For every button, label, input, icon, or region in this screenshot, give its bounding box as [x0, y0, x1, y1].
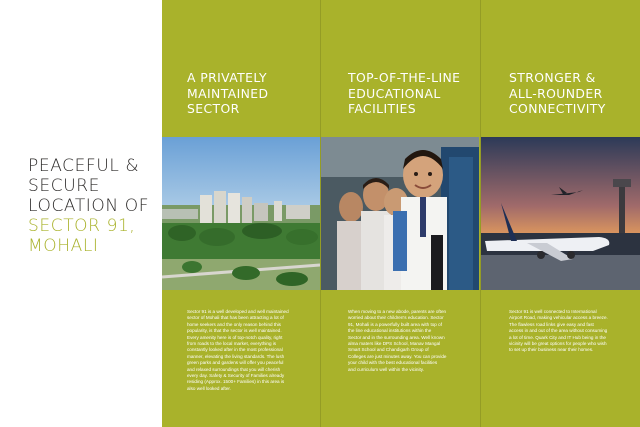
- heading-line: SECURE: [28, 176, 100, 196]
- body-line: constantly looked after in the most professional: [187, 347, 283, 353]
- page-heading: [28, 156, 158, 256]
- heading-highlight-line: MOHALI: [28, 236, 99, 256]
- body-line: residing (Approx. 1500+ Families) in this area is: [187, 379, 285, 385]
- body-line: the line educational institutions within the: [348, 328, 432, 334]
- body-line: your child with the best educational facilities: [348, 360, 438, 366]
- column-title-line: ALL-ROUNDER: [509, 85, 603, 101]
- column-title-line: A PRIVATELY: [187, 70, 267, 85]
- column-title-line: SECTOR: [187, 101, 240, 116]
- body-line: Airport Road, making vehicular access a breeze.: [509, 315, 608, 321]
- body-line: alma maters like DPS School, Manav Mangal: [348, 341, 441, 347]
- body-line: Smart School and Chandigarh Group of: [348, 347, 429, 353]
- body-line: 91, Mohali is a powerfully built area with top of: [348, 321, 442, 327]
- school-children-illustration: [321, 137, 479, 290]
- body-line: Colleges are just minutes away. You can provide: [348, 353, 447, 359]
- body-line: vicinity will be great options for people who wish: [509, 341, 607, 347]
- body-line: home seekers and the only reason behind this: [187, 321, 281, 327]
- body-line: popularity, is that the sector is well maintained.: [187, 328, 282, 334]
- column-title-line: STRONGER &: [509, 70, 596, 85]
- body-line: manner, elevating the living standards. The lush: [187, 353, 285, 359]
- body-line: green parks and gardens will offer you peaceful: [187, 360, 284, 366]
- airport-photo: [481, 137, 640, 290]
- body-line: also well looked after.: [187, 385, 231, 391]
- column-title-line: MAINTAINED: [187, 85, 269, 101]
- column-title-line: EDUCATIONAL: [348, 85, 441, 101]
- body-line: a lot of time. Quark City and IT Hub being in the: [509, 334, 606, 340]
- airport-illustration: [481, 137, 640, 290]
- column-title-line: TOP-OF-THE-LINE: [348, 70, 461, 85]
- column-title-education: [348, 70, 460, 117]
- aerial-city-photo: [162, 137, 320, 290]
- column-body-sector: [187, 309, 327, 392]
- body-line: to set up their business near their homes.: [509, 347, 594, 353]
- body-line: The flawless road links give easy and fast: [509, 321, 594, 327]
- column-title-sector: [187, 70, 268, 117]
- heading-line: LOCATION OF: [28, 196, 150, 216]
- body-line: worried about their children's education. Sector: [348, 315, 444, 321]
- body-line: access in and out of the area without consuming: [509, 328, 608, 334]
- body-line: When moving to a new abode, parents are often: [348, 309, 447, 314]
- body-line: Sector and in the surrounding area. Well known: [348, 334, 445, 340]
- column-title-line: FACILITIES: [348, 101, 417, 116]
- heading-line: PEACEFUL &: [28, 156, 140, 176]
- column-body-connectivity: [509, 309, 640, 354]
- aerial-city-illustration: [162, 137, 320, 290]
- column-title-connectivity: [509, 70, 606, 117]
- body-line: every day. Safety & Security of Families already: [187, 373, 285, 379]
- body-line: sector of Mohali that has been attracting a lot of: [187, 315, 284, 321]
- body-line: and curriculum well within the vicinity.: [348, 366, 424, 372]
- body-line: Every amenity here is of top-notch quality, right: [187, 334, 283, 340]
- body-line: Sector 91 is a well developed and well maintained: [187, 309, 289, 314]
- body-line: and relaxed surroundings that you will cherish: [187, 366, 281, 372]
- column-body-education: [348, 309, 488, 373]
- school-children-photo: [321, 137, 479, 290]
- heading-highlight-line: SECTOR 91,: [28, 216, 136, 236]
- body-line: Sector 91 is well connected to International: [509, 309, 597, 314]
- column-title-line: CONNECTIVITY: [509, 101, 606, 116]
- body-line: from roads to the local market, everything is: [187, 341, 277, 347]
